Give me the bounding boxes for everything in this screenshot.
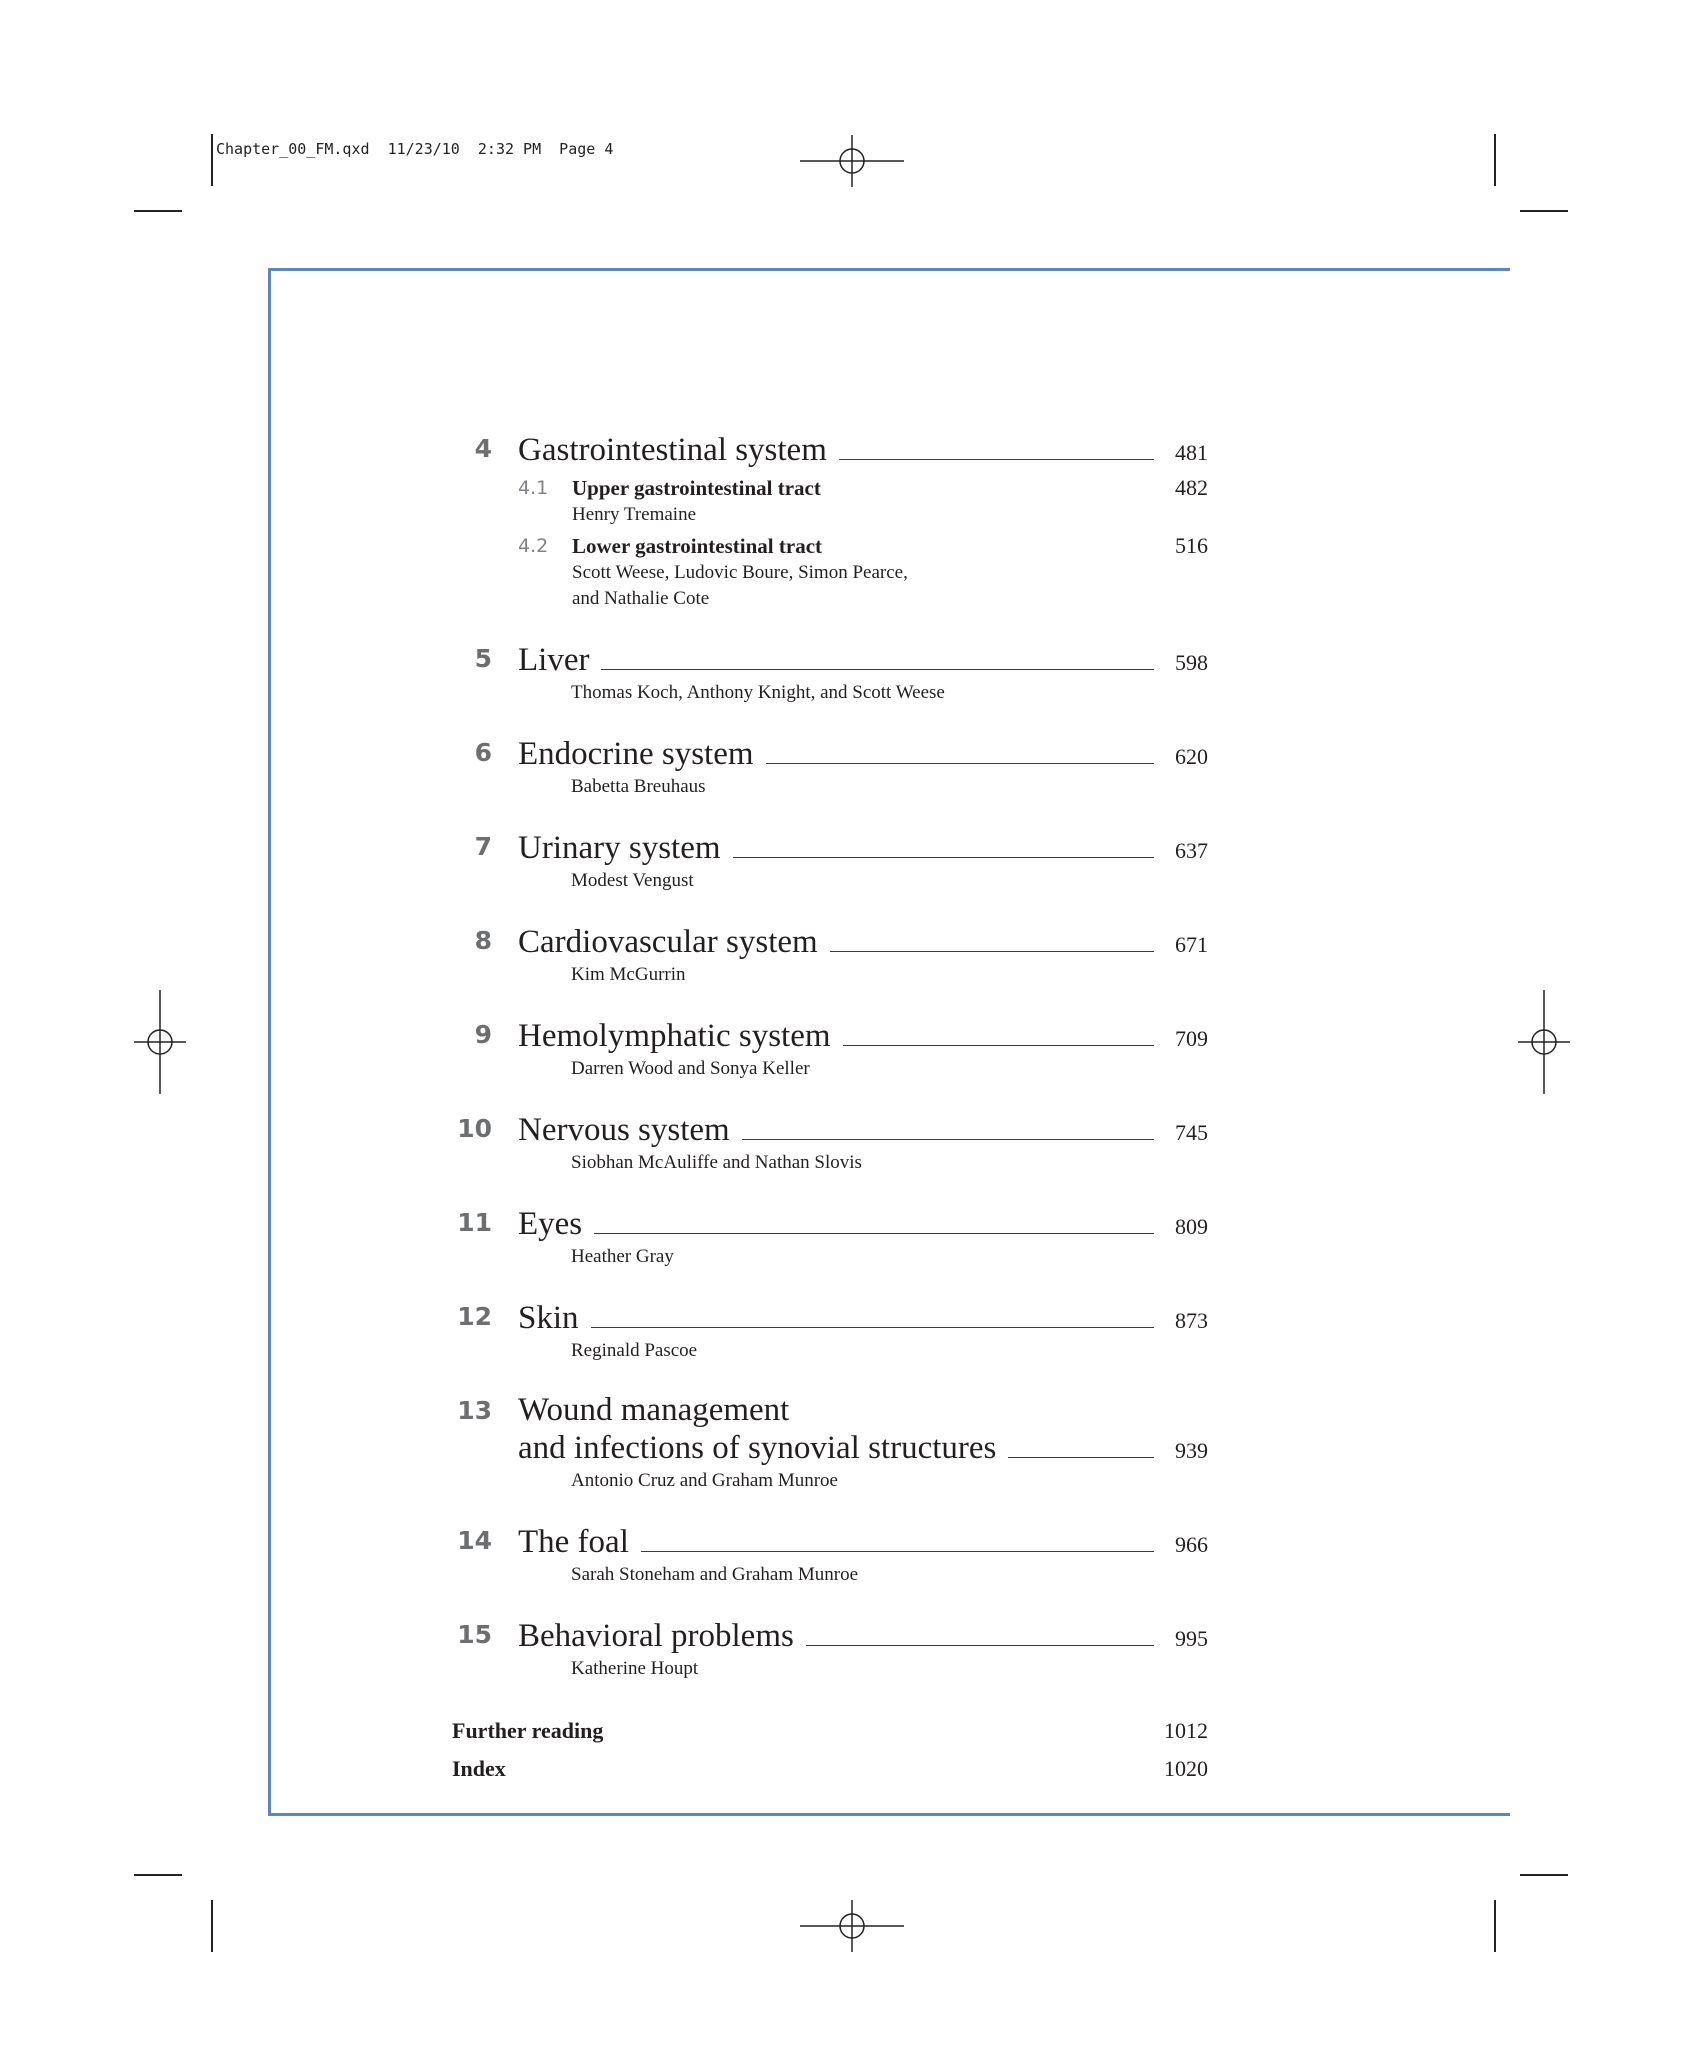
chapter-author: Babetta Breuhaus bbox=[571, 776, 706, 797]
page-frame-bottom bbox=[268, 1813, 1510, 1816]
section-author: Henry Tremaine bbox=[572, 504, 697, 525]
toc-chapter bbox=[452, 636, 1208, 706]
leader-rule bbox=[641, 1551, 1154, 1552]
chapter-number: 12 bbox=[457, 1302, 492, 1331]
chapter-author: Heather Gray bbox=[571, 1246, 674, 1267]
leader-rule bbox=[733, 857, 1154, 858]
registration-mark-bottom bbox=[800, 1900, 904, 1952]
section-number: 4.1 bbox=[518, 477, 549, 499]
chapter-title[interactable]: Skin bbox=[518, 1300, 579, 1336]
leader-rule bbox=[806, 1645, 1154, 1646]
chapter-page: 939 bbox=[1175, 1438, 1208, 1463]
toc-section bbox=[518, 532, 1208, 612]
chapter-author: Thomas Koch, Anthony Knight, and Scott Weese bbox=[571, 682, 945, 703]
toc-chapter bbox=[452, 1294, 1208, 1364]
leader-rule bbox=[1008, 1457, 1154, 1458]
chapter-page: 995 bbox=[1175, 1626, 1208, 1651]
registration-mark-left bbox=[134, 990, 186, 1094]
crop-mark-top-right-h bbox=[1520, 210, 1568, 212]
back-matter-label: Further reading bbox=[452, 1718, 604, 1743]
chapter-author: Kim McGurrin bbox=[571, 964, 686, 985]
toc-chapter bbox=[452, 426, 1208, 612]
chapter-title[interactable]: The foal bbox=[518, 1524, 629, 1560]
leader-rule bbox=[591, 1327, 1154, 1328]
chapter-number: 6 bbox=[474, 738, 492, 767]
chapter-number: 9 bbox=[474, 1020, 492, 1049]
chapter-number: 15 bbox=[457, 1620, 492, 1649]
chapter-number: 7 bbox=[474, 832, 492, 861]
registration-mark-top bbox=[800, 135, 904, 187]
registration-mark-right bbox=[1518, 990, 1570, 1094]
chapter-author: Darren Wood and Sonya Keller bbox=[571, 1058, 810, 1079]
chapter-number: 13 bbox=[457, 1396, 492, 1425]
leader-rule bbox=[601, 669, 1154, 670]
chapter-author: Reginald Pascoe bbox=[571, 1340, 698, 1361]
section-author: Scott Weese, Ludovic Boure, Simon Pearce, bbox=[572, 562, 908, 583]
section-author: and Nathalie Cote bbox=[572, 588, 710, 609]
leader-rule bbox=[830, 951, 1154, 952]
back-matter-label: Index bbox=[452, 1756, 506, 1781]
chapter-number: 14 bbox=[457, 1526, 492, 1555]
chapter-title-line-1[interactable]: Wound management bbox=[518, 1392, 790, 1428]
toc-chapter bbox=[452, 1012, 1208, 1082]
chapter-author: Modest Vengust bbox=[571, 870, 694, 891]
chapter-number: 10 bbox=[457, 1114, 492, 1143]
toc-chapter bbox=[452, 1518, 1208, 1588]
toc-chapter bbox=[452, 918, 1208, 988]
printer-slug: Chapter_00_FM.qxd 11/23/10 2:32 PM Page 4 bbox=[216, 140, 614, 158]
back-matter-page: 1012 bbox=[1164, 1718, 1208, 1743]
section-number: 4.2 bbox=[518, 535, 549, 557]
chapter-title[interactable]: Nervous system bbox=[518, 1112, 730, 1148]
chapter-page: 873 bbox=[1175, 1308, 1208, 1333]
chapter-number: 4 bbox=[474, 434, 492, 463]
chapter-title[interactable]: Liver bbox=[518, 642, 590, 678]
section-title[interactable]: Upper gastrointestinal tract bbox=[572, 476, 821, 500]
section-title[interactable]: Lower gastrointestinal tract bbox=[572, 534, 823, 558]
chapter-page: 598 bbox=[1175, 650, 1208, 675]
leader-rule bbox=[766, 763, 1154, 764]
toc-chapter bbox=[452, 1612, 1208, 1682]
chapter-author: Katherine Houpt bbox=[571, 1658, 699, 1679]
section-page: 516 bbox=[1175, 533, 1208, 558]
chapter-title-line-2[interactable]: and infections of synovial structures bbox=[518, 1430, 997, 1466]
toc-chapter bbox=[452, 730, 1208, 800]
crop-mark-bottom-left-v bbox=[211, 1900, 213, 1952]
chapter-page: 745 bbox=[1175, 1120, 1208, 1145]
toc-chapter bbox=[452, 1106, 1208, 1176]
crop-mark-bottom-right-h bbox=[1520, 1874, 1568, 1876]
chapter-title[interactable]: Endocrine system bbox=[518, 736, 754, 772]
page-frame-top bbox=[268, 268, 1510, 271]
leader-rule bbox=[839, 459, 1154, 460]
chapter-number: 5 bbox=[474, 644, 492, 673]
chapter-page: 671 bbox=[1175, 932, 1208, 957]
toc-chapter bbox=[452, 1388, 1208, 1494]
chapter-title[interactable]: Hemolymphatic system bbox=[518, 1018, 831, 1054]
chapter-page: 809 bbox=[1175, 1214, 1208, 1239]
chapter-title[interactable]: Urinary system bbox=[518, 830, 721, 866]
leader-rule bbox=[594, 1233, 1154, 1234]
toc-back-matter-item[interactable] bbox=[452, 1750, 1208, 1788]
crop-mark-bottom-left-h bbox=[134, 1874, 182, 1876]
toc-chapter bbox=[452, 824, 1208, 894]
chapter-page: 620 bbox=[1175, 744, 1208, 769]
toc-back-matter-item[interactable] bbox=[452, 1712, 1208, 1750]
chapter-number: 11 bbox=[457, 1208, 492, 1237]
section-page: 482 bbox=[1175, 475, 1208, 500]
crop-mark-bottom-right-v bbox=[1494, 1900, 1496, 1952]
chapter-author: Antonio Cruz and Graham Munroe bbox=[571, 1470, 838, 1491]
chapter-page: 709 bbox=[1175, 1026, 1208, 1051]
chapter-title[interactable]: Cardiovascular system bbox=[518, 924, 818, 960]
chapter-title[interactable]: Eyes bbox=[518, 1206, 583, 1242]
leader-rule bbox=[742, 1139, 1154, 1140]
chapter-number: 8 bbox=[474, 926, 492, 955]
crop-mark-top-left-h bbox=[134, 210, 182, 212]
table-of-contents bbox=[452, 426, 1208, 1788]
page-frame-left bbox=[268, 268, 271, 1816]
back-matter-page: 1020 bbox=[1164, 1756, 1208, 1781]
crop-mark-top-left-v bbox=[211, 134, 213, 186]
chapter-page: 637 bbox=[1175, 838, 1208, 863]
chapter-page: 481 bbox=[1175, 440, 1208, 465]
leader-rule bbox=[843, 1045, 1154, 1046]
crop-mark-top-right-v bbox=[1494, 134, 1496, 186]
chapter-author: Siobhan McAuliffe and Nathan Slovis bbox=[571, 1152, 862, 1173]
toc-chapter bbox=[452, 1200, 1208, 1270]
chapter-author: Sarah Stoneham and Graham Munroe bbox=[571, 1564, 859, 1585]
chapter-title[interactable]: Behavioral problems bbox=[518, 1618, 794, 1654]
toc-section bbox=[518, 474, 1208, 528]
chapter-page: 966 bbox=[1175, 1532, 1208, 1557]
chapter-title[interactable]: Gastrointestinal system bbox=[518, 432, 827, 468]
